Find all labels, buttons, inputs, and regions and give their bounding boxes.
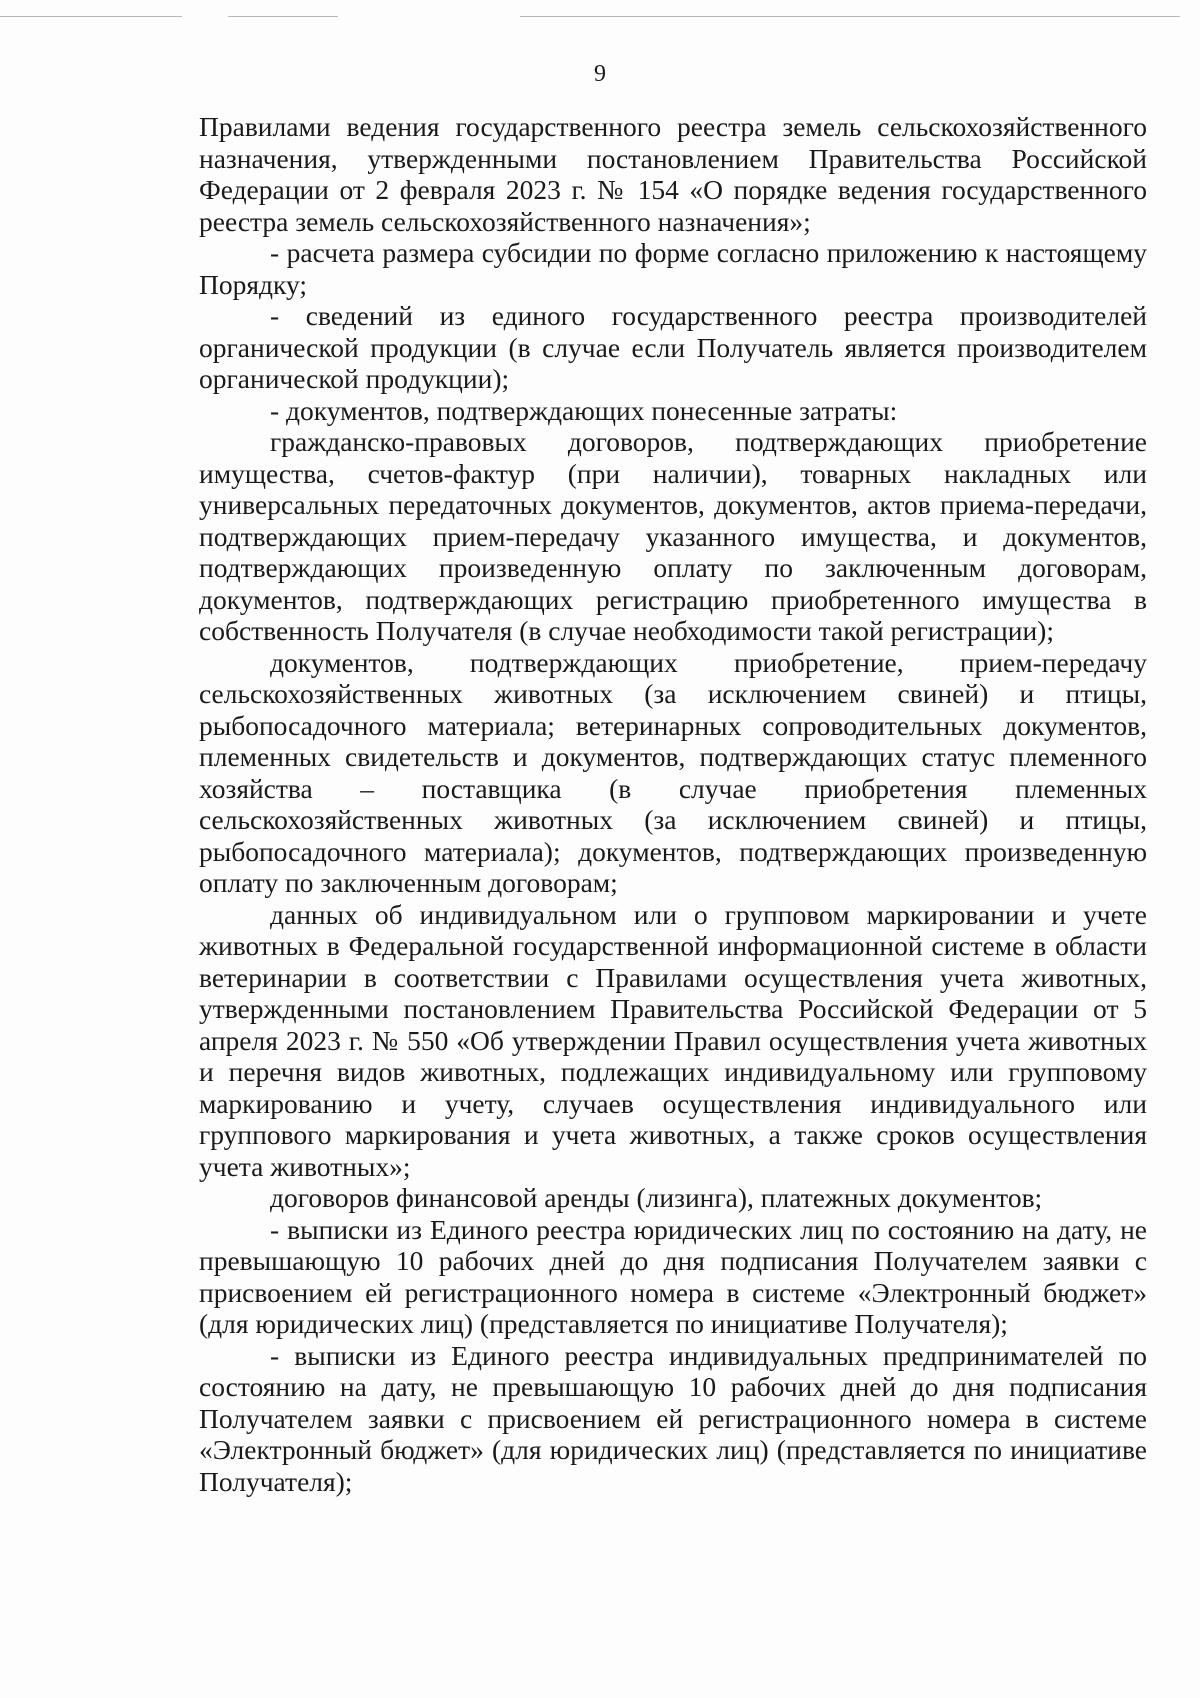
paragraph: - сведений из единого государственного реестра производителей органической продукции (в случае если Получатель является производителем органической продукции); — [199, 300, 1147, 394]
paragraph: гражданско-правовых договоров, подтверждающих приобретение имущества, счетов-фактур (при наличии), товарных накладных или универсальных передаточных документов, документов, актов приема-передачи, подтверждающих прием-передачу указанного имущества, и документов, подтверждающих произведенную оплату по заключенным договорам, документов, подтверждающих регистрацию приобретенного имущества в собственность Получателя (в случае необходимости такой регистрации); — [199, 426, 1147, 646]
paragraph: договоров финансовой аренды (лизинга), платежных документов; — [270, 1182, 1043, 1213]
document-body — [199, 111, 1147, 1497]
scan-edge-line — [228, 16, 338, 17]
paragraph: - выписки из Единого реестра индивидуальных предпринимателей по состоянию на дату, не превышающую 10 рабочих дней до дня подписания Получателем заявки с присвоением ей регистрационного номера в системе «Электронный бюджет» (для юридических лиц) (представляется по инициативе Получателя); — [199, 1339, 1147, 1497]
scan-edge-line — [520, 16, 1180, 17]
paragraph: - документов, подтверждающих понесенные затраты: — [270, 394, 898, 426]
page-number: 9 — [594, 61, 606, 87]
paragraph: данных об индивидуальном или о групповом маркировании и учете животных в Федеральной государственной информационной системе в области ветеринарии в соответствии с Правилами осуществления учета животных, утвержденными постановлением Правительства Российской Федерации от 5 апреля 2023 г. № 550 «Об утверждении Правил осуществления учета животных и перечня видов животных, подлежащих индивидуальному или групповому маркированию и учету, случаев осуществления индивидуального или группового маркирования и учета животных, а также сроков осуществления учета животных»; — [199, 898, 1147, 1182]
paragraph: Правилами ведения государственного реестра земель сельскохозяйственного назначения, утвержденными постановлением Правительства Российской Федерации от 2 февраля 2023 г. № 154 «О порядке ведения государственного реестра земель сельскохозяйственного назначения»; — [199, 111, 1147, 237]
paragraph: документов, подтверждающих приобретение, прием-передачу сельскохозяйственных животных (за исключением свиней) и птицы, рыбопосадочного материала; ветеринарных сопроводительных документов, племенных свидетельств и документов, подтверждающих статус племенного хозяйства – поставщика (в случае приобретения племенных сельскохозяйственных животных (за исключением свиней) и птицы, рыбопосадочного материала); документов, подтверждающих произведенную оплату по заключенным договорам; — [199, 646, 1147, 898]
paragraph: - выписки из Единого реестра юридических лиц по состоянию на дату, не превышающую 10 рабочих дней до дня подписания Получателем заявки с присвоением ей регистрационного номера в системе «Электронный бюджет» (для юридических лиц) (представляется по инициативе Получателя); — [199, 1213, 1147, 1339]
scan-edge-line — [0, 16, 182, 17]
paragraph: - расчета размера субсидии по форме согласно приложению к настоящему Порядку; — [199, 237, 1147, 300]
